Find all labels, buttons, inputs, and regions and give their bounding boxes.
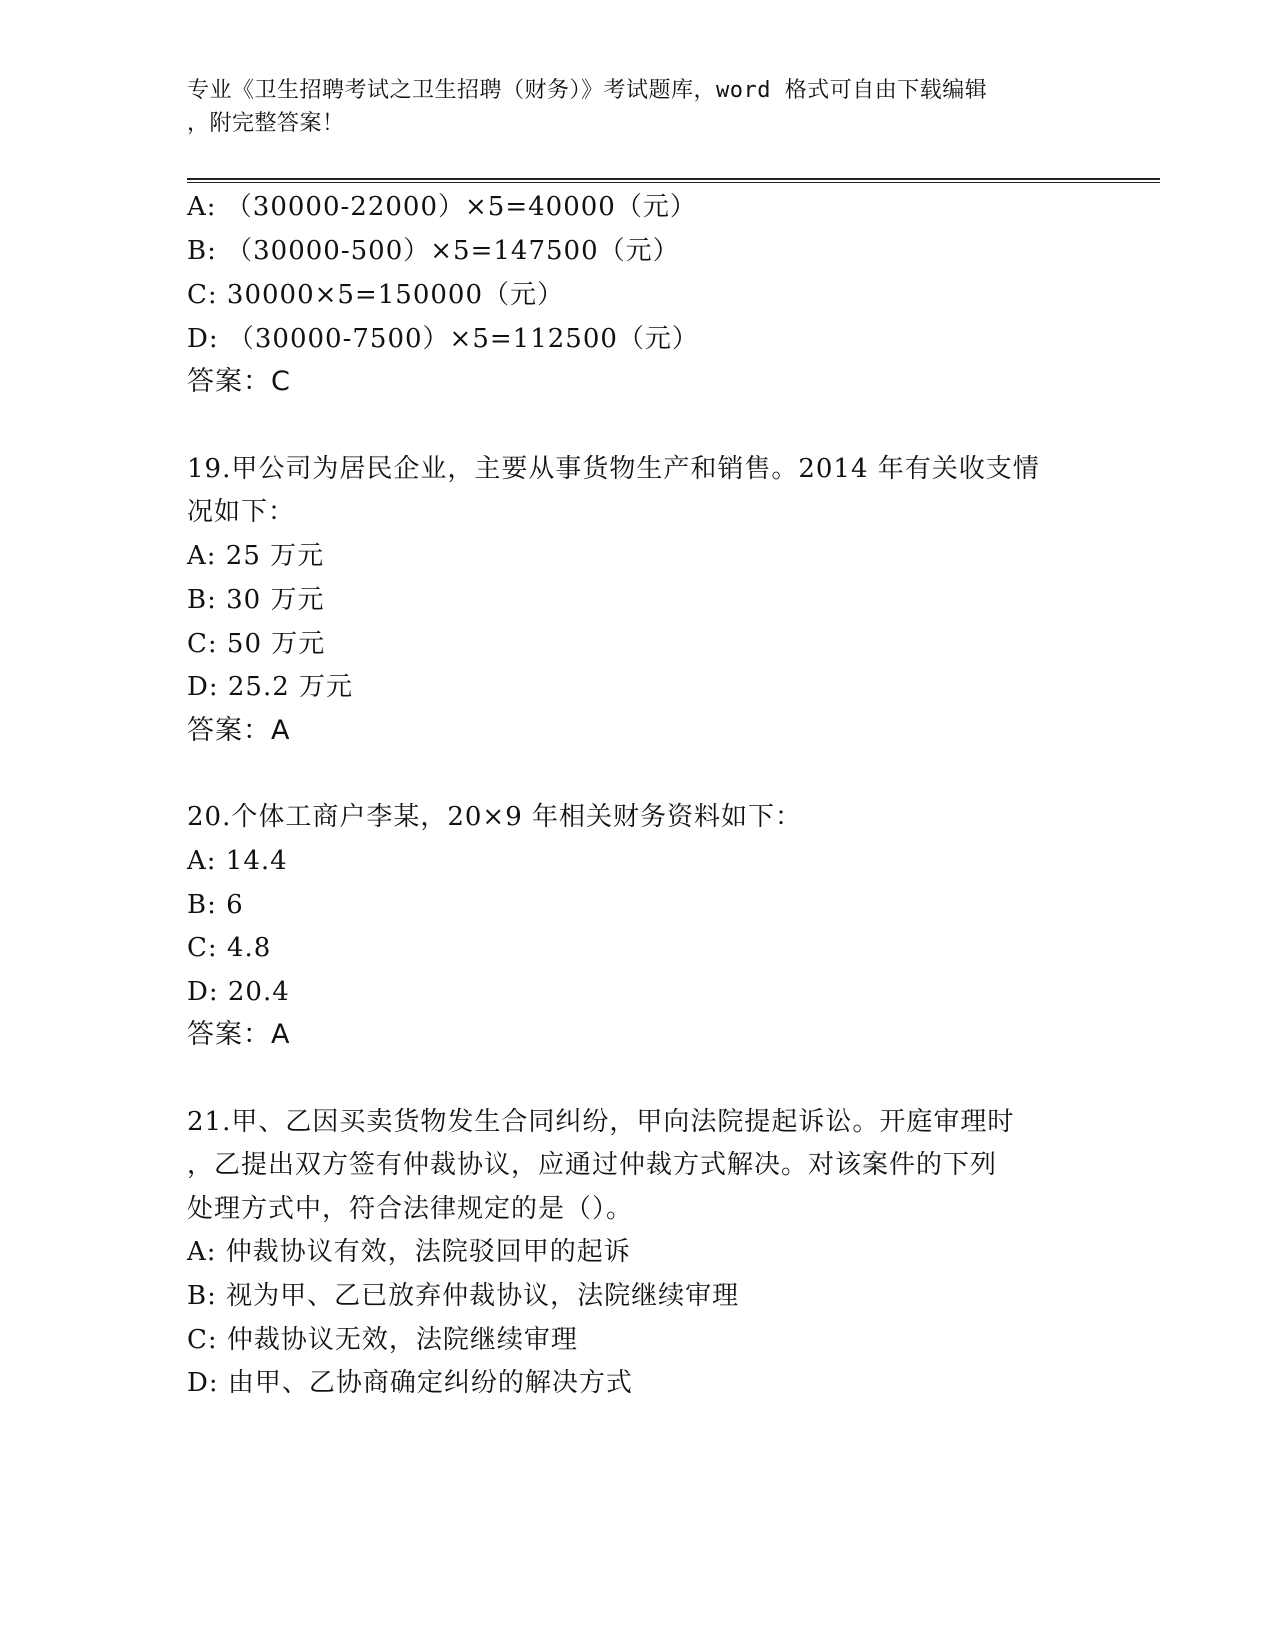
q20-answer: 答案：A [187,1019,291,1050]
q19-option-a: A: 25 万元 [187,541,325,571]
header-divider-top [187,178,1160,180]
q20-stem-line-1: 20.个体工商户李某，20×9 年相关财务资料如下： [187,802,803,832]
q21-option-a: A: 仲裁协议有效，法院驳回甲的起诉 [187,1237,631,1267]
q19-option-d: D: 25.2 万元 [187,672,354,702]
q21-option-d: D: 由甲、乙协商确定纠纷的解决方式 [187,1368,633,1398]
q21-stem-line-2: ，乙提出双方签有仲裁协议，应通过仲裁方式解决。对该案件的下列 [187,1150,998,1180]
q18-option-a: A: （30000-22000）×5=40000（元） [187,192,697,222]
q20-option-b: B: 6 [187,890,244,920]
q19-stem-line-2: 况如下： [187,497,296,527]
q21-stem-line-1: 21.甲、乙因买卖货物发生合同纠纷，甲向法院提起诉讼。开庭审理时 [187,1107,1015,1137]
q20-option-d: D: 20.4 [187,977,290,1007]
q19-option-c: C: 50 万元 [187,629,326,659]
header-line-1: 专业《卫生招聘考试之卫生招聘（财务）》考试题库，word 格式可自由下载编辑 [187,78,988,103]
document-header [187,74,1087,140]
q18-option-c: C: 30000×5=150000（元） [187,280,564,310]
q21-option-b: B: 视为甲、乙已放弃仲裁协议，法院继续审理 [187,1281,740,1311]
q19-answer: 答案：A [187,715,291,746]
q18-option-b: B: （30000-500）×5=147500（元） [187,236,680,266]
header-line-2: ，附完整答案！ [187,111,345,136]
q19-option-b: B: 30 万元 [187,585,325,615]
q19-stem-line-1: 19.甲公司为居民企业，主要从事货物生产和销售。2014 年有关收支情 [187,454,1040,484]
q21-option-c: C: 仲裁协议无效，法院继续审理 [187,1325,578,1355]
q21-stem-line-3: 处理方式中，符合法律规定的是（）。 [187,1194,634,1224]
header-divider-bottom [187,182,1160,183]
q20-option-c: C: 4.8 [187,933,272,963]
q18-answer: 答案：C [187,366,291,397]
q18-option-d: D: （30000-7500）×5=112500（元） [187,324,699,354]
q20-option-a: A: 14.4 [187,846,288,876]
